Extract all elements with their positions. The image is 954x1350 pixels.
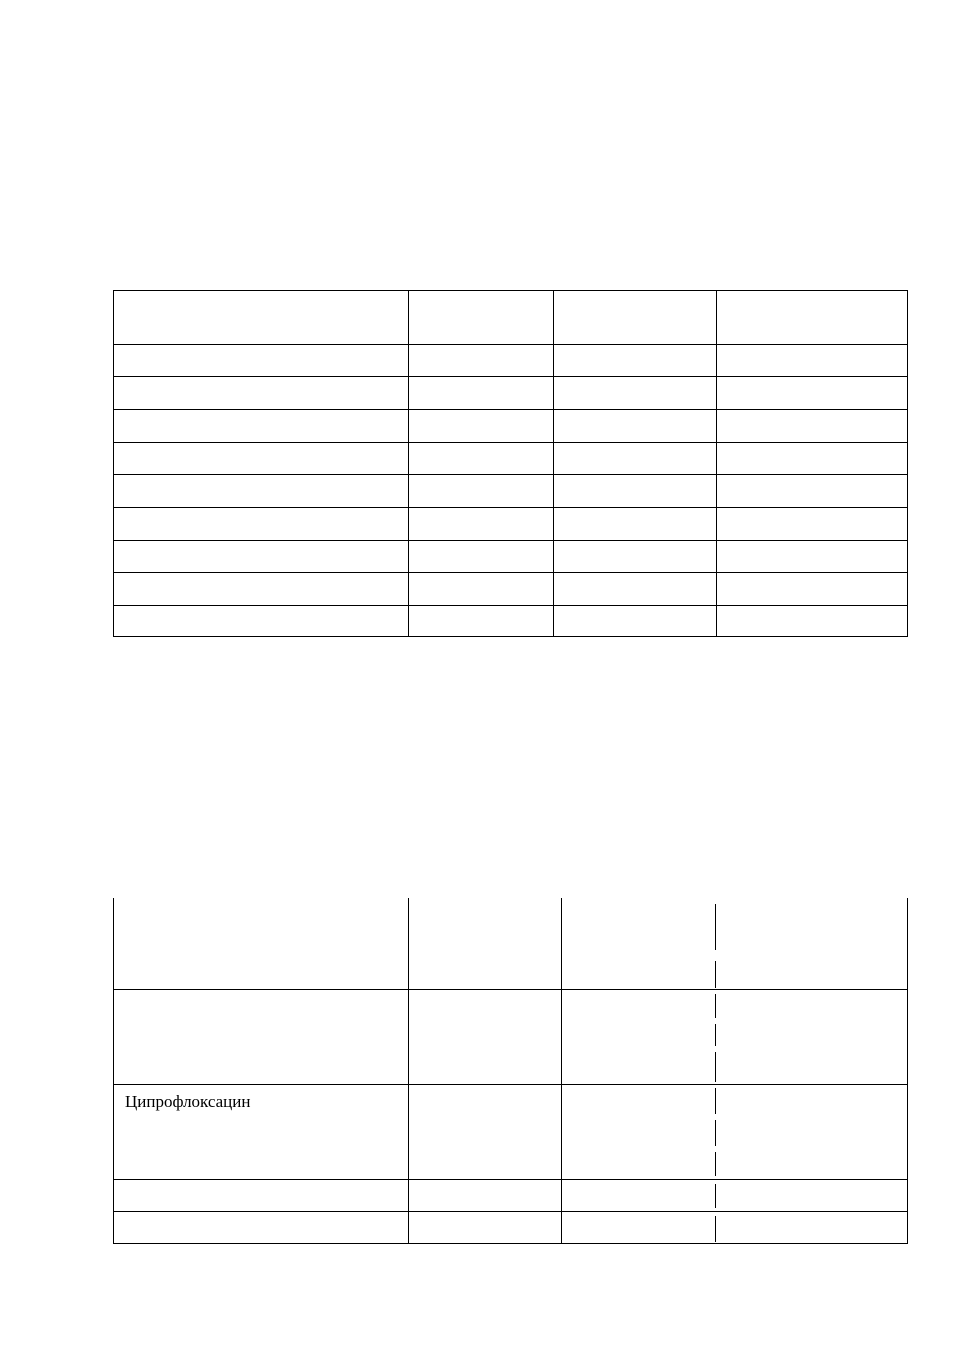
- table-2-cell-drug-name: Ципрофлоксацин: [125, 1092, 251, 1111]
